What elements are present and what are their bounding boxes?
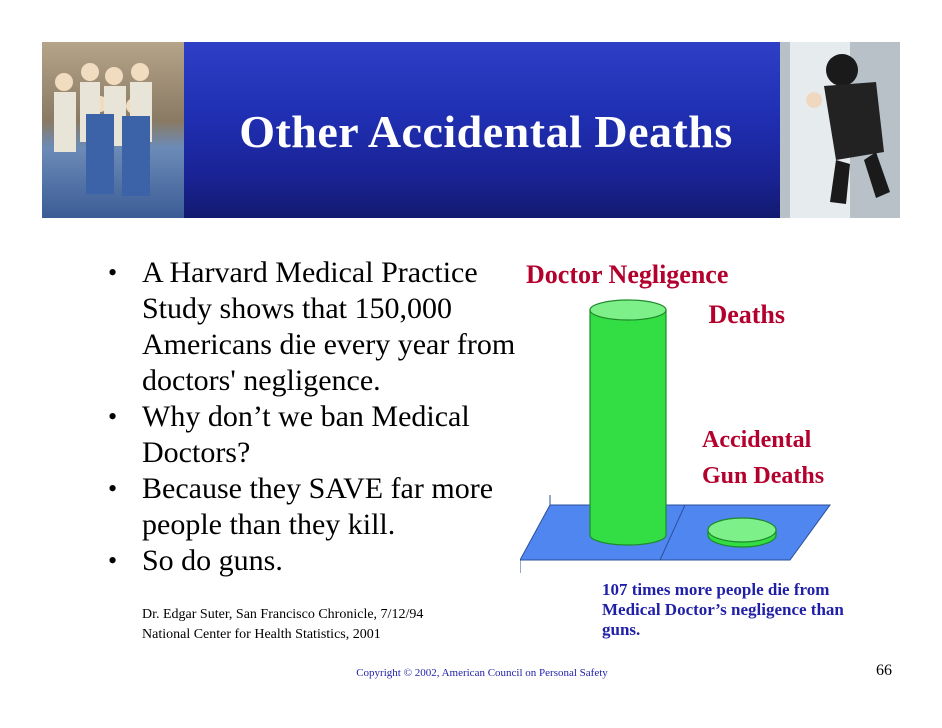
cylinder-chart	[520, 295, 850, 585]
copyright-footer: Copyright © 2002, American Council on Personal Safety	[356, 667, 608, 679]
bullet-dot-icon: •	[108, 546, 118, 575]
doctor-bar-top	[590, 300, 666, 320]
bullet-list	[108, 255, 518, 579]
gun-label-line2: Gun Deaths	[702, 463, 825, 489]
source-line: National Center for Health Statistics, 2001	[142, 627, 381, 642]
chart-annotation: 107 times more people die from Medical Doctor’s negligence than guns.	[602, 580, 844, 639]
bullet-item: • Because they SAVE far more people than they kill.	[108, 472, 494, 541]
source-citations	[142, 605, 502, 645]
gun-label-line1: Accidental	[702, 427, 812, 453]
slide-title: Other Accidental Deaths	[239, 106, 733, 157]
doctor-deaths-bar	[590, 300, 666, 545]
gun-bar-top	[708, 518, 776, 542]
doctor-label-line1: Doctor Negligence	[526, 260, 729, 289]
title-banner	[42, 42, 900, 218]
gun-deaths-bar	[708, 518, 776, 547]
bullet-item: • Why don’t we ban Medical Doctors?	[108, 400, 470, 469]
page-number: 66	[876, 662, 892, 679]
burglar-photo	[780, 42, 900, 218]
bullet-dot-icon: •	[108, 402, 118, 431]
source-line: Dr. Edgar Suter, San Francisco Chronicle, 7/12/94	[142, 607, 424, 622]
bullet-dot-icon: •	[108, 474, 118, 503]
doctor-bar-body	[590, 310, 666, 545]
bullet-dot-icon: •	[108, 258, 118, 287]
doctor-label-line2: Deaths	[708, 300, 785, 329]
family-photo	[42, 42, 184, 218]
bullet-item: • So do guns.	[108, 544, 283, 577]
bullet-item: • A Harvard Medical Practice Study shows that 150,000 Americans die every year from doctors' negligence.	[108, 256, 516, 397]
chart-floor	[520, 505, 830, 560]
